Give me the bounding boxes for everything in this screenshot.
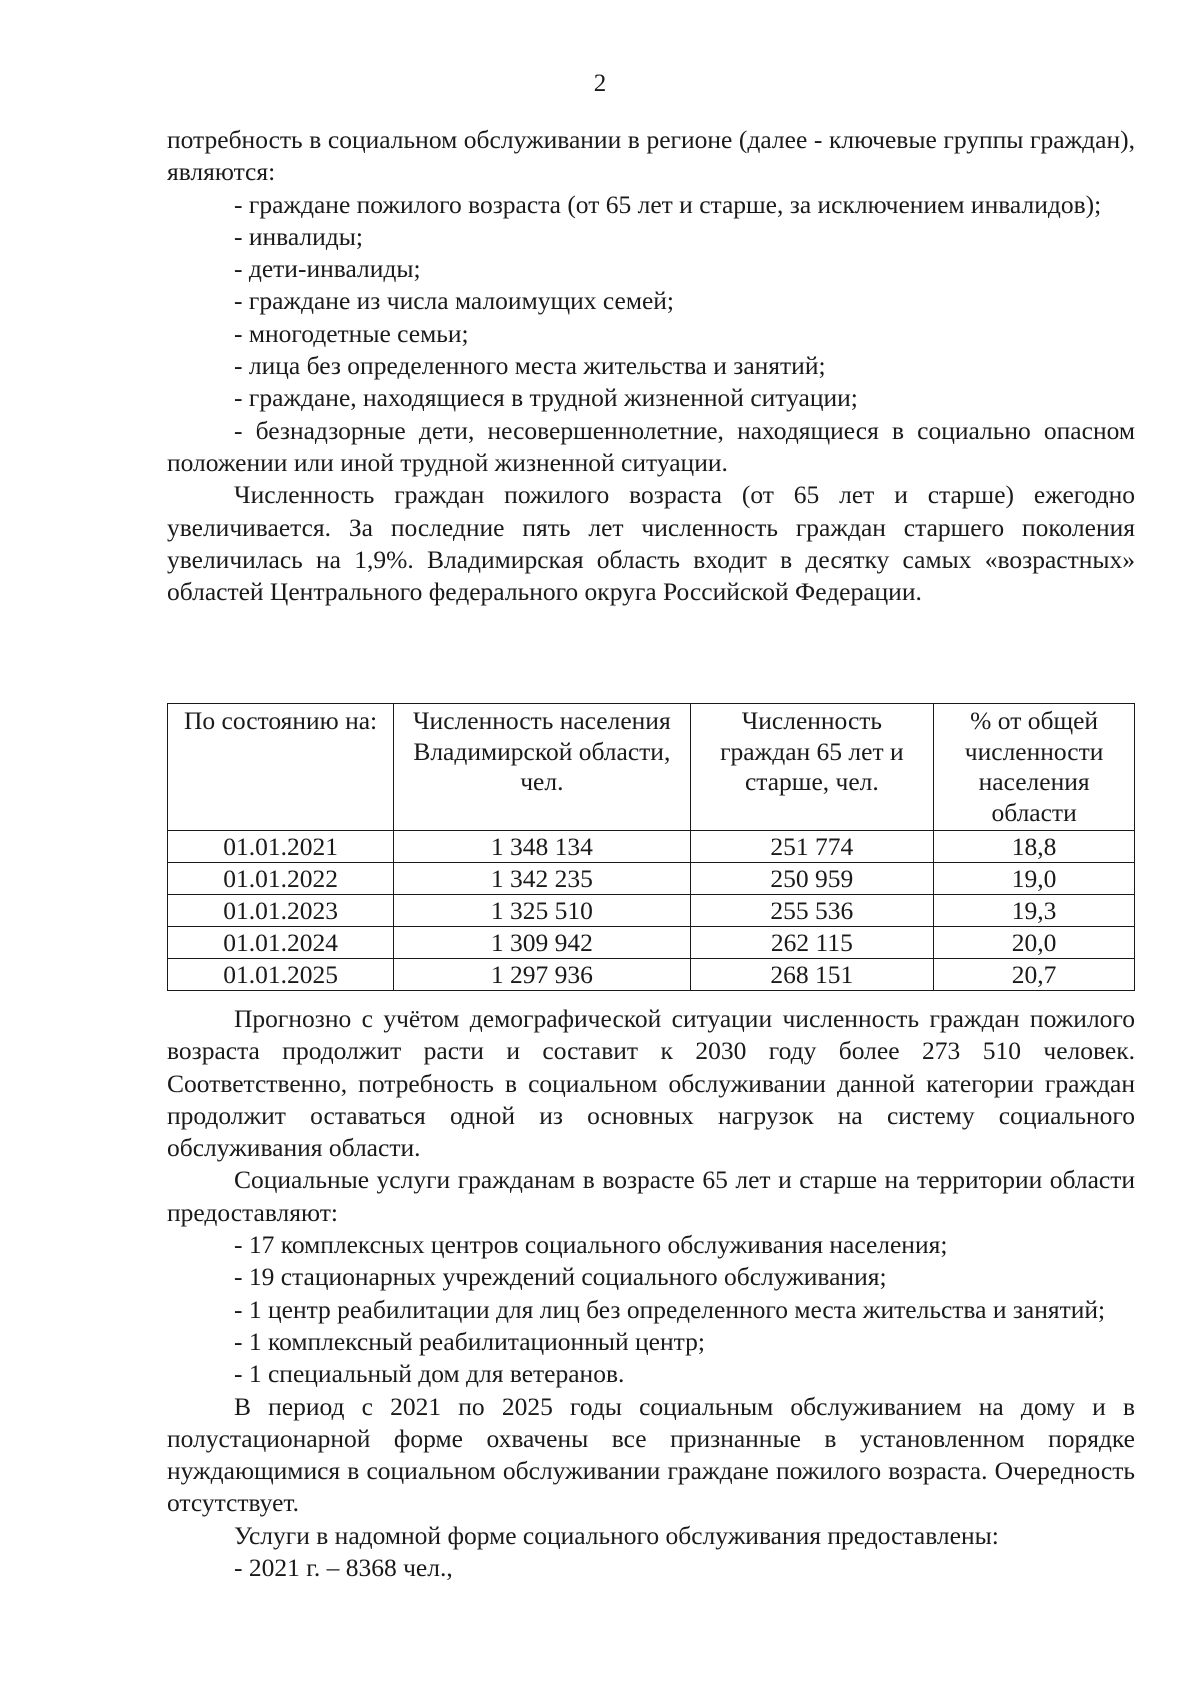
table-row <box>168 959 1135 991</box>
list-item-large-families: - многодетные семьи; <box>234 318 469 348</box>
list-item-veterans-home: - 1 специальный дом для ветеранов. <box>234 1359 625 1389</box>
list-item-inpatient: - 19 стационарных учреждений социального обслуживания; <box>234 1262 887 1292</box>
cell-elderly: 250 959 <box>690 863 934 895</box>
population-table <box>167 703 1135 991</box>
cell-population: 1 348 134 <box>394 831 690 863</box>
cell-elderly: 251 774 <box>690 831 934 863</box>
list-item-disabled: - инвалиды; <box>234 221 363 251</box>
cell-elderly: 255 536 <box>690 895 934 927</box>
column-header-percent: % от общей численности населения области <box>934 704 1135 831</box>
cell-percent: 20,7 <box>934 959 1135 991</box>
cell-population: 1 325 510 <box>394 895 690 927</box>
list-item-children-at-risk: - безнадзорные дети, несовершеннолетние, находящиеся в социально опасном положении или иной трудной жизненной ситуации. <box>167 415 1135 477</box>
cell-population: 1 309 942 <box>394 927 690 959</box>
list-item-disabled-children: - дети-инвалиды; <box>234 254 421 284</box>
table-header-row <box>168 704 1135 831</box>
text-section-bottom <box>167 1003 1135 1584</box>
list-item-homeless: - лица без определенного места жительства и занятий; <box>234 351 826 381</box>
table-row <box>168 831 1135 863</box>
cell-date: 01.01.2021 <box>168 831 394 863</box>
page-number: 2 <box>593 70 607 97</box>
paragraph-home-services: Услуги в надомной форме социального обслуживания предоставлены: <box>234 1520 999 1550</box>
list-item-hardship: - граждане, находящиеся в трудной жизненной ситуации; <box>234 383 858 413</box>
column-header-population: Численность населения Владимирской области, чел. <box>394 704 690 831</box>
column-header-elderly: Численность граждан 65 лет и старше, чел. <box>690 704 934 831</box>
cell-date: 01.01.2024 <box>168 927 394 959</box>
cell-date: 01.01.2023 <box>168 895 394 927</box>
paragraph-coverage: В период с 2021 по 2025 годы социальным обслуживанием на дому и в полустационарной форме охвачены все признанные в установленном порядке нуждающимися в социальном обслуживании граждане пожилого возраста. Очередность отсутствует. <box>167 1391 1135 1518</box>
cell-percent: 19,0 <box>934 863 1135 895</box>
cell-elderly: 262 115 <box>690 927 934 959</box>
cell-date: 01.01.2022 <box>168 863 394 895</box>
paragraph: потребность в социальном обслуживании в регионе (далее - ключевые группы граждан), являются: <box>167 125 1135 187</box>
list-item-low-income: - граждане из числа малоимущих семей; <box>234 286 674 316</box>
list-item-elderly: - граждане пожилого возраста (от 65 лет и старше, за исключением инвалидов); <box>234 189 1102 219</box>
cell-percent: 18,8 <box>934 831 1135 863</box>
cell-date: 01.01.2025 <box>168 959 394 991</box>
cell-population: 1 342 235 <box>394 863 690 895</box>
cell-percent: 19,3 <box>934 895 1135 927</box>
paragraph-providers: Социальные услуги гражданам в возрасте 65 лет и старше на территории области предоставляют: <box>167 1165 1135 1227</box>
list-item-complex-centers: - 17 комплексных центров социального обслуживания населения; <box>234 1230 948 1260</box>
list-item-rehab-center: - 1 комплексный реабилитационный центр; <box>234 1326 705 1356</box>
table-row <box>168 927 1135 959</box>
list-item-2021: - 2021 г. – 8368 чел., <box>234 1553 453 1583</box>
table-row <box>168 895 1135 927</box>
column-header-date: По состоянию на: <box>168 704 394 831</box>
table-row <box>168 863 1135 895</box>
list-item-rehab-homeless: - 1 центр реабилитации для лиц без определенного места жительства и занятий; <box>234 1294 1106 1324</box>
paragraph-forecast: Прогнозно с учётом демографической ситуации численность граждан пожилого возраста продолжит расти и составит к 2030 году более 273 510 человек. Соответственно, потребность в социальном обслуживании данной категории граждан продолжит оставаться одной из основных нагрузок на систему социального обслуживания области. <box>167 1004 1135 1163</box>
paragraph-elderly-growth: Численность граждан пожилого возраста (от 65 лет и старше) ежегодно увеличивается. За последние пять лет численность граждан старшего поколения увеличилась на 1,9%. Владимирская область входит в десятку самых «возрастных» областей Центрального федерального округа Российской Федерации. <box>167 480 1135 607</box>
cell-population: 1 297 936 <box>394 959 690 991</box>
text-section-top <box>167 124 1135 608</box>
cell-percent: 20,0 <box>934 927 1135 959</box>
cell-elderly: 268 151 <box>690 959 934 991</box>
